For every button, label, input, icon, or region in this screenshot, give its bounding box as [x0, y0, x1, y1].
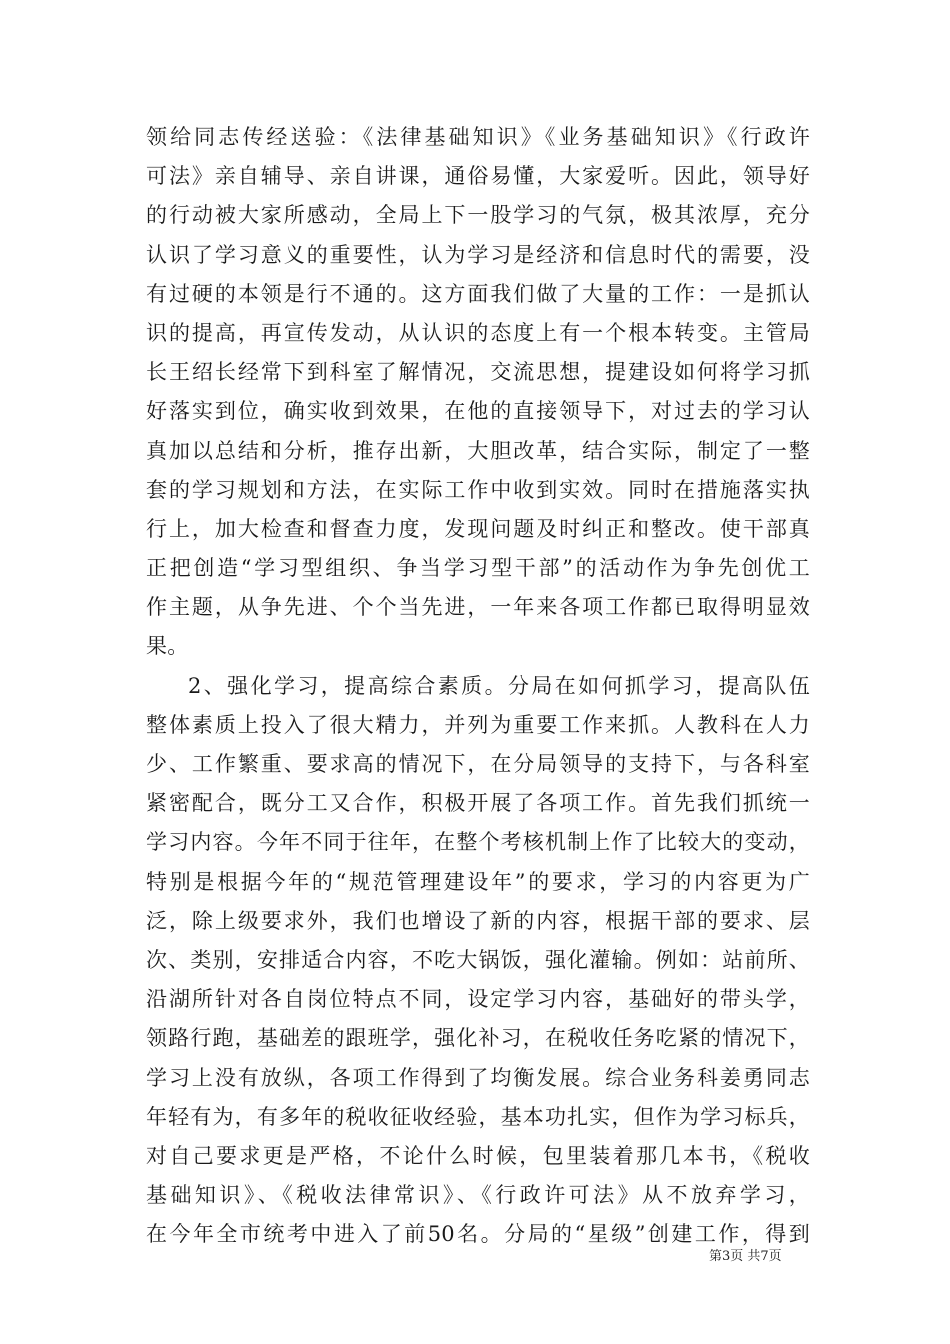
text-line: 果。: [146, 634, 189, 659]
text-line: 基础知识》、《税收法律常识》、《行政许可法》从不放弃学习，: [146, 1183, 810, 1208]
text-line: 紧密配合，既分工又合作，积极开展了各项工作。首先我们抓统一: [146, 791, 810, 816]
text-line: 学习内容。今年不同于往年，在整个考核机制上作了比较大的变动，: [146, 830, 810, 855]
text-line: 沿湖所针对各自岗位特点不同，设定学习内容，基础好的带头学，: [146, 987, 810, 1012]
text-line: 正把创造“学习型组织、争当学习型干部”的活动作为争先创优工: [146, 556, 810, 581]
text-line: 学习上没有放纵，各项工作得到了均衡发展。综合业务科姜勇同志: [146, 1065, 810, 1090]
paragraph-start-line: 2、强化学习，提高综合素质。分局在如何抓学习，提高队伍: [188, 673, 810, 698]
text-line: 有过硬的本领是行不通的。这方面我们做了大量的工作：一是抓认: [146, 281, 810, 306]
text-line: 的行动被大家所感动，全局上下一股学习的气氛，极其浓厚，充分: [146, 203, 810, 228]
text-line: 在今年全市统考中进入了前50名。分局的“星级”创建工作，得到: [146, 1222, 810, 1247]
text-line: 长王绍长经常下到科室了解情况，交流思想，提建设如何将学习抓: [146, 360, 810, 385]
text-line: 特别是根据今年的“规范管理建设年”的要求，学习的内容更为广: [146, 869, 810, 894]
text-line: 好落实到位，确实收到效果，在他的直接领导下，对过去的学习认: [146, 399, 810, 424]
text-line: 套的学习规划和方法，在实际工作中收到实效。同时在措施落实执: [146, 477, 810, 502]
text-line: 可法》亲自辅导、亲自讲课，通俗易懂，大家爱听。因此，领导好: [146, 164, 810, 189]
text-line: 年轻有为，有多年的税收征收经验，基本功扎实，但作为学习标兵，: [146, 1104, 810, 1129]
text-line: 次、类别，安排适合内容，不吃大锅饭，强化灌输。例如：站前所、: [146, 947, 810, 972]
text-line: 作主题，从争先进、个个当先进，一年来各项工作都已取得明显效: [146, 595, 810, 620]
text-line: 行上，加大检查和督查力度，发现问题及时纠正和整改。使干部真: [146, 516, 810, 541]
text-line: 真加以总结和分析，推存出新，大胆改革，结合实际，制定了一整: [146, 438, 810, 463]
text-line: 对自己要求更是严格，不论什么时候，包里装着那几本书，《税收: [146, 1143, 810, 1168]
text-line: 整体素质上投入了很大精力，并列为重要工作来抓。人教科在人力: [146, 712, 810, 737]
text-line: 领路行跑，基础差的跟班学，强化补习，在税收任务吃紧的情况下，: [146, 1026, 810, 1051]
text-line: 泛，除上级要求外，我们也增设了新的内容，根据干部的要求、层: [146, 908, 810, 933]
text-line: 领给同志传经送验：《法律基础知识》《业务基础知识》《行政许: [146, 125, 810, 149]
text-line: 认识了学习意义的重要性，认为学习是经济和信息时代的需要，没: [146, 242, 810, 267]
page-number: 第3页 共7页: [709, 1249, 782, 1264]
text-line: 少、工作繁重、要求高的情况下，在分局领导的支持下，与各科室: [146, 752, 810, 776]
body-text: [146, 118, 810, 1254]
text-line: 识的提高，再宣传发动，从认识的态度上有一个根本转变。主管局: [146, 320, 810, 345]
